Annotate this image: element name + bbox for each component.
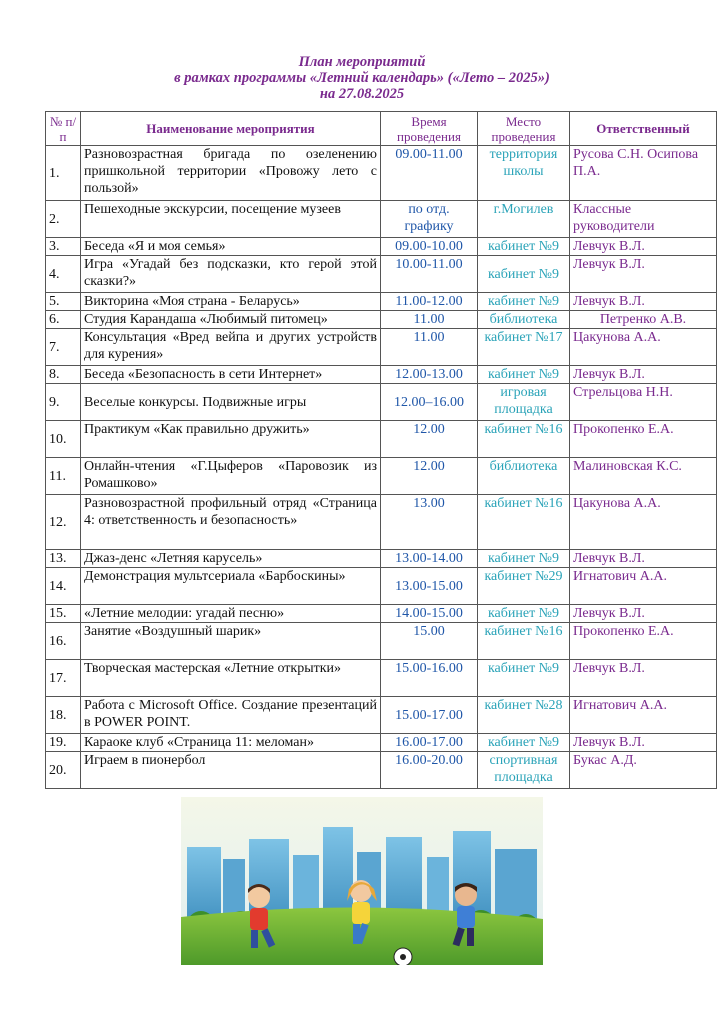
row-resp: Цакунова А.А. (570, 329, 717, 366)
row-num: 10. (46, 421, 81, 458)
row-time: 16.00-17.00 (381, 734, 478, 752)
row-place: игровая площадка (478, 384, 570, 421)
row-time: 12.00 (381, 421, 478, 458)
row-time: 14.00-15.00 (381, 605, 478, 623)
table-row (46, 421, 717, 458)
table-row (46, 238, 717, 256)
row-num: 4. (46, 256, 81, 293)
row-place: г.Могилев (478, 201, 570, 238)
row-time: 12.00–16.00 (381, 384, 478, 421)
table-row (46, 697, 717, 734)
row-resp: Прокопенко Е.А. (570, 623, 717, 660)
row-name: Караоке клуб «Страница 11: меломан» (81, 734, 381, 752)
table-row (46, 605, 717, 623)
kids-playing-football-illustration (181, 797, 543, 965)
row-name: Онлайн-чтения «Г.Цыферов «Паровозик из Ромашково» (81, 458, 381, 495)
row-num: 6. (46, 311, 81, 329)
row-resp: Левчук В.Л. (570, 734, 717, 752)
header-place: Место проведения (478, 112, 570, 146)
row-name: Веселые конкурсы. Подвижные игры (81, 384, 381, 421)
row-time: 12.00-13.00 (381, 366, 478, 384)
row-num: 7. (46, 329, 81, 366)
row-name: Разновозрастной профильный отряд «Страница 4: ответственность и безопасность» (81, 495, 381, 550)
row-name: Студия Карандаша «Любимый питомец» (81, 311, 381, 329)
row-place: кабинет №9 (478, 256, 570, 293)
row-num: 17. (46, 660, 81, 697)
row-resp: Левчук В.Л. (570, 605, 717, 623)
row-num: 9. (46, 384, 81, 421)
row-num: 8. (46, 366, 81, 384)
table-row (46, 146, 717, 201)
row-resp: Левчук В.Л. (570, 660, 717, 697)
table-row (46, 660, 717, 697)
row-resp: Русова С.Н. Осипова П.А. (570, 146, 717, 201)
row-resp: Прокопенко Е.А. (570, 421, 717, 458)
row-place: кабинет №17 (478, 329, 570, 366)
row-name: Разновозрастная бригада по озеленению пришкольной территории «Провожу лето с пользой» (81, 146, 381, 201)
row-place: библиотека (478, 311, 570, 329)
row-time: 13.00 (381, 495, 478, 550)
row-num: 13. (46, 550, 81, 568)
events-table (45, 111, 717, 789)
row-resp: Игнатович А.А. (570, 568, 717, 605)
row-resp: Левчук В.Л. (570, 550, 717, 568)
row-place: кабинет №9 (478, 605, 570, 623)
row-place: кабинет №9 (478, 550, 570, 568)
table-header-row (46, 112, 717, 146)
row-name: Играем в пионербол (81, 752, 381, 789)
table-row (46, 256, 717, 293)
row-time: 13.00-15.00 (381, 568, 478, 605)
row-place: кабинет №9 (478, 660, 570, 697)
row-name: «Летние мелодии: угадай песню» (81, 605, 381, 623)
row-place: кабинет №28 (478, 697, 570, 734)
row-name: Беседа «Я и моя семья» (81, 238, 381, 256)
row-name: Беседа «Безопасность в сети Интернет» (81, 366, 381, 384)
row-num: 14. (46, 568, 81, 605)
header-time: Время проведения (381, 112, 478, 146)
row-name: Демонстрация мультсериала «Барбоскины» (81, 568, 381, 605)
row-num: 3. (46, 238, 81, 256)
row-time: 15.00-17.00 (381, 697, 478, 734)
football-icon (394, 948, 412, 965)
row-name: Пешеходные экскурсии, посещение музеев (81, 201, 381, 238)
row-resp: Цакунова А.А. (570, 495, 717, 550)
table-row (46, 495, 717, 550)
table-row (46, 752, 717, 789)
table-body (46, 146, 717, 789)
row-num: 5. (46, 293, 81, 311)
title-line-2: в рамках программы «Летний календарь» («Лето – 2025») (174, 70, 550, 86)
row-name: Занятие «Воздушный шарик» (81, 623, 381, 660)
row-time: 10.00-11.00 (381, 256, 478, 293)
table-row (46, 623, 717, 660)
table-row (46, 550, 717, 568)
row-resp: Классные руководители (570, 201, 717, 238)
table-row (46, 734, 717, 752)
table-row (46, 293, 717, 311)
row-name: Джаз-денс «Летняя карусель» (81, 550, 381, 568)
table-row (46, 201, 717, 238)
row-num: 19. (46, 734, 81, 752)
row-num: 1. (46, 146, 81, 201)
row-num: 15. (46, 605, 81, 623)
row-place: библиотека (478, 458, 570, 495)
row-place: кабинет №9 (478, 293, 570, 311)
table-row (46, 366, 717, 384)
row-time: 16.00-20.00 (381, 752, 478, 789)
row-time: 13.00-14.00 (381, 550, 478, 568)
row-num: 2. (46, 201, 81, 238)
row-time: 11.00 (381, 311, 478, 329)
row-place: кабинет №16 (478, 623, 570, 660)
document-title (0, 54, 724, 102)
row-resp: Стрельцова Н.Н. (570, 384, 717, 421)
row-resp: Левчук В.Л. (570, 366, 717, 384)
row-resp: Левчук В.Л. (570, 238, 717, 256)
row-time: 15.00-16.00 (381, 660, 478, 697)
row-place: территория школы (478, 146, 570, 201)
row-resp: Левчук В.Л. (570, 256, 717, 293)
row-resp: Левчук В.Л. (570, 293, 717, 311)
row-resp: Малиновская К.С. (570, 458, 717, 495)
title-line-1: План мероприятий (298, 54, 426, 70)
row-place: кабинет №16 (478, 421, 570, 458)
table-row (46, 311, 717, 329)
row-place: кабинет №9 (478, 238, 570, 256)
row-name: Игра «Угадай без подсказки, кто герой этой сказки?» (81, 256, 381, 293)
row-name: Викторина «Моя страна - Беларусь» (81, 293, 381, 311)
row-time: 11.00 (381, 329, 478, 366)
row-time: 09.00-10.00 (381, 238, 478, 256)
row-time: 12.00 (381, 458, 478, 495)
row-place: кабинет №9 (478, 366, 570, 384)
table-row (46, 384, 717, 421)
row-name: Практикум «Как правильно дружить» (81, 421, 381, 458)
row-resp: Петренко А.В. (570, 311, 717, 329)
row-name: Работа с Microsoft Office. Создание презентаций в POWER POINT. (81, 697, 381, 734)
row-name: Консультация «Вред вейпа и других устройств для курения» (81, 329, 381, 366)
header-name: Наименование мероприятия (81, 112, 381, 146)
row-resp: Игнатович А.А. (570, 697, 717, 734)
row-place: кабинет №29 (478, 568, 570, 605)
header-num: № п/п (46, 112, 81, 146)
title-line-3: на 27.08.2025 (319, 86, 405, 102)
row-time: 09.00-11.00 (381, 146, 478, 201)
illustration-svg (181, 797, 543, 965)
row-place: кабинет №9 (478, 734, 570, 752)
row-resp: Букас А.Д. (570, 752, 717, 789)
row-num: 16. (46, 623, 81, 660)
header-resp: Ответственный (570, 112, 717, 146)
row-num: 18. (46, 697, 81, 734)
row-num: 12. (46, 495, 81, 550)
row-time: 15.00 (381, 623, 478, 660)
table-row (46, 458, 717, 495)
row-time: 11.00-12.00 (381, 293, 478, 311)
row-place: спортивная площадка (478, 752, 570, 789)
row-time: по отд. графику (381, 201, 478, 238)
row-num: 11. (46, 458, 81, 495)
row-num: 20. (46, 752, 81, 789)
table-row (46, 329, 717, 366)
row-name: Творческая мастерская «Летние открытки» (81, 660, 381, 697)
table-row (46, 568, 717, 605)
row-place: кабинет №16 (478, 495, 570, 550)
